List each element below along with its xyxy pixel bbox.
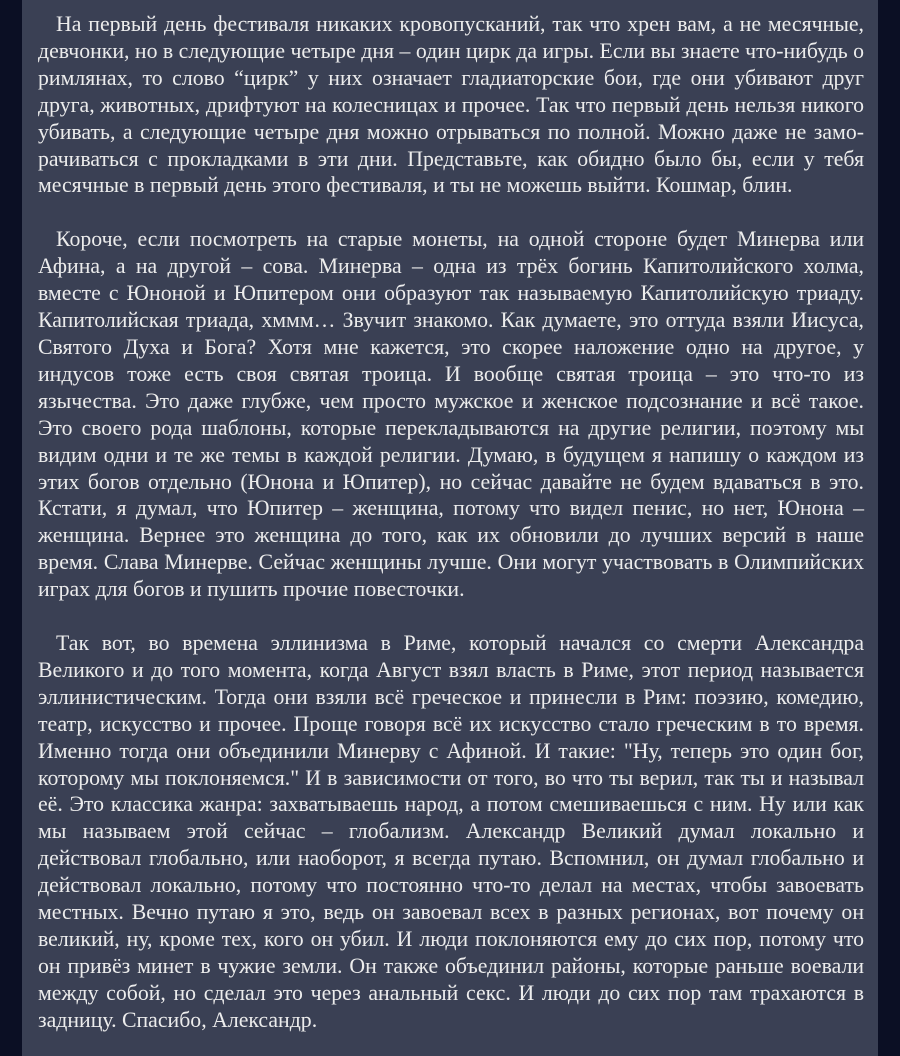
paragraph-minerva-triad: Короче, если посмотреть на старые монеты, на одной стороне будет Минерва или Афина, а на другой – сова. Минерва – одна из трёх богинь Капитолийского холма, вместе с Юноной и Юпитером они образуют так называемую Капитолийскую триаду. Капитолийская триада, хммм… Звучит знакомо. Как думаете, это оттуда взяли Иисуса, Святого Духа и Бога? Хотя мне кажется, это скорее наложение одно на другое, у индусов тоже есть своя святая троица. И вообще святая троица – это что-то из язычества. Это даже глубже, чем просто мужское и женское подсознание и всё такое. Это своего рода шаблоны, которые перекладываются на другие религии, поэтому мы видим одни и те же темы в каждой религии. Думаю, в будущем я напишу о каждом из этих богов отдельно (Юнона и Юпитер), но сейчас давайте не будем вдаваться в это. Кстати, я думал, что Юпитер – женщина, потому что видел пенис, но нет, Юнона – женщина. Вернее это женщина до того, как их обновили до лучших версий в наше время. Слава Минерве. Сейчас женщины лучше. Они могут участвовать в Олимпийских играх для богов и пушить прочие повесточки. [38,227,864,602]
document-page [22,0,878,1056]
paragraph-hellenism: Так вот, во времена эллинизма в Риме, который начался со смерти Александра Великого и до того момента, когда Август взял власть в Риме, этот период называется эллинистическим. Тогда они взяли всё греческое и принесли в Рим: поэзию, комедию, театр, искусство и прочее. Проще говоря всё их искусство стало греческим в то время. Именно тогда они объединили Минерву с Афиной. И такие: "Ну, теперь это один бог, которому мы поклоняемся." И в зависимости от того, во что ты верил, так ты и называл её. Это классика жанра: захватываешь народ, а потом смешиваешься с ним. Ну или как мы называем этой сейчас – глобализм. Александр Великий думал локально и действовал глобально, или наоборот, я всегда путаю. Вспомнил, он думал глобально и действовал локально, потому что постоянно что-то делал на местах, чтобы завоевать местных. Вечно путаю я это, ведь он завоевал всех в разных регионах, вот почему он великий, ну, кроме тех, кого он убил. И люди поклоняются ему до сих пор, потому что он привёз минет в чужие земли. Он также объединил районы, которые раньше воевали между собой, но сделал это через анальный секс. И люди до сих пор там трахаются в задницу. Спасибо, Александр. [38,631,864,1032]
paragraph-festival: На первый день фестиваля никаких кровопусканий, так что хрен вам, а не месячные, девчонки, но в следующие четыре дня – один цирк да игры. Если вы знаете что-нибудь о римлянах, то слово “цирк” у них означает гладиаторские бои, где они убивают друг друга, животных, дрифтуют на колесницах и прочее. Так что первый день нельзя никого убивать, а следующие четыре дня можно отрываться по полной. Можно даже не заморачиваться с прокладками в эти дни. Представьте, как обидно было бы, если у тебя месячные в первый день этого фестиваля, и ты не можешь выйти. Кошмар, блин. [38,12,865,198]
